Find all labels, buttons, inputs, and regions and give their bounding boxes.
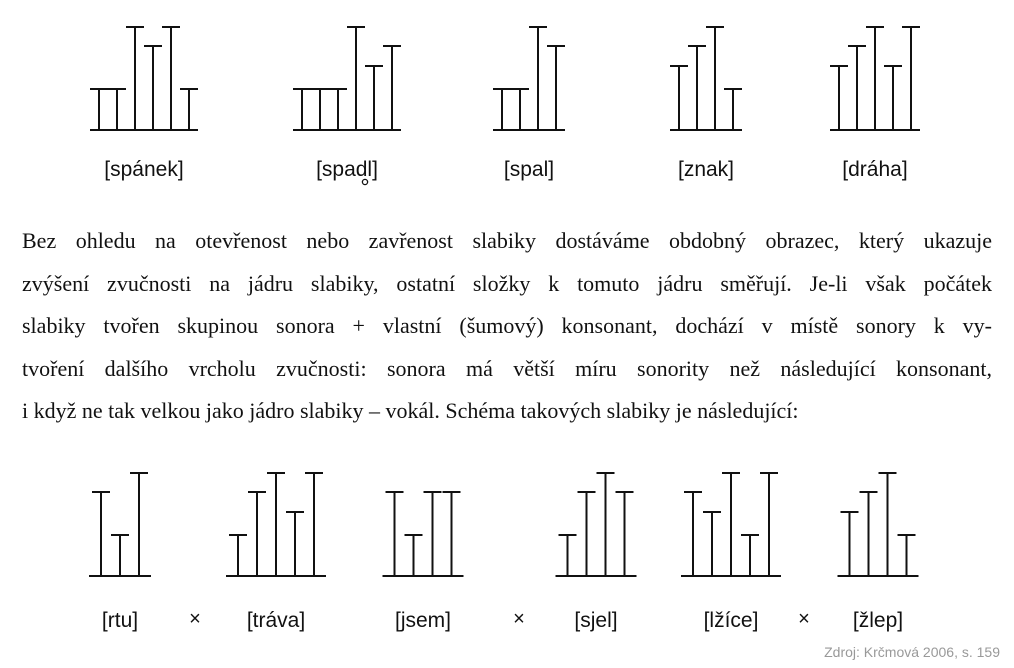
- comparison-separator: ×: [513, 608, 525, 630]
- paragraph-line: Bez ohledu na otevřenost nebo zavřenost slabiky dostáváme obdobný obrazec, který ukazuje: [22, 228, 992, 253]
- comparison-separator: ×: [189, 608, 201, 630]
- syllable-label: [jsem]: [394, 609, 452, 632]
- syllable-label: [spánek]: [104, 158, 184, 181]
- syllable-label: [spadl]: [316, 158, 378, 181]
- syllable-label: [lžíce]: [703, 609, 759, 632]
- paragraph-line: slabiky tvořen skupinou sonora + vlastní (šumový) konsonant, dochází v místě sonory k vy-: [22, 313, 992, 338]
- source-citation: Zdroj: Krčmová 2006, s. 159: [824, 644, 1000, 660]
- paragraph-line: zvýšení zvučnosti na jádru slabiky, ostatní složky k tomuto jádru směřují. Je-li však počátek: [22, 270, 992, 296]
- body-paragraph: [22, 220, 992, 433]
- syllable-label: [sjel]: [574, 609, 618, 632]
- syllable-label: [žlep]: [852, 609, 904, 632]
- syllable-label: [znak]: [677, 158, 735, 181]
- comparison-separator: ×: [798, 608, 810, 630]
- syllable-label: [tráva]: [246, 609, 306, 632]
- paragraph-line: tvoření dalšího vrcholu zvučnosti: sonora má větší míru sonority než následující konsonant,: [22, 355, 992, 381]
- paragraph-line: i když ne tak velkou jako jádro slabiky – vokál. Schéma takových slabiky je následující:: [22, 398, 799, 423]
- syllable-label: [rtu]: [101, 609, 139, 632]
- syllable-label: [spal]: [503, 158, 555, 181]
- syllable-label: [dráha]: [842, 158, 908, 181]
